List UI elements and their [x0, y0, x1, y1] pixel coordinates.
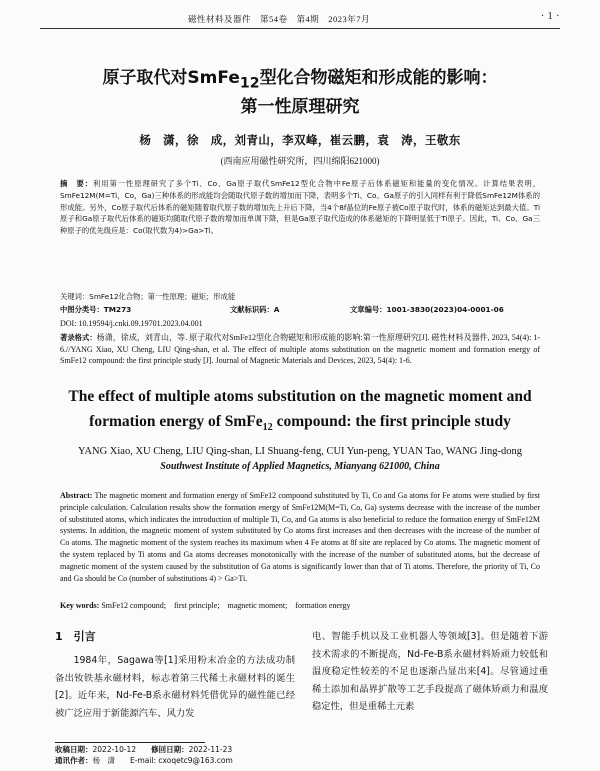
section-heading: 1 引言 — [55, 630, 96, 643]
body-column-left — [55, 628, 295, 722]
page-number: · 1 · — [540, 11, 560, 22]
footnote-divider — [55, 742, 205, 743]
citation-en: //YANG Xiao, XU Cheng, LIU Qing-shan, et al. The effect of multiple atoms substitution on the magnetic moment and formation energy of SmFe12 compound: the first principle study [J]. Journal of Magnetic Materials and Devices, 2023, 54(4): 1-6. — [60, 344, 540, 365]
keywords-en-label: Key words: — [60, 601, 100, 610]
footnote — [55, 745, 335, 766]
title-cn-part: 原子取代对SmFe — [102, 68, 240, 88]
affiliation-chinese: (西南应用磁性研究所，四川绵阳621000) — [220, 156, 380, 166]
doi: DOI: 10.19594/j.cnki.09.19701.2023.04.001 — [60, 319, 203, 328]
abstract-chinese — [60, 178, 540, 237]
received-date: 2022-10-12 — [92, 745, 137, 754]
received-label: 收稿日期： — [55, 745, 93, 754]
abstract-cn-label: 摘 要： — [60, 179, 94, 188]
title-cn-subscript: 12 — [239, 75, 260, 92]
page-title-english — [40, 384, 560, 440]
title-en-part: formation energy of SmFe — [89, 413, 263, 430]
classification-row — [60, 305, 540, 317]
abstract-en-text: The magnetic moment and formation energy of SmFe12 compound substituted by Ti, Co and Ga atoms for Fe atoms were studied by first principle calculation. Calculation results show the formation energy of SmFe12M(M=Ti, Co, Ga) systems decrease with the increase of the number of substituted atoms, which indicates the introduction of multiple Ti, Co, and Ga atoms is also beneficial to reduce the formation energy of SmFe12M systems. In addition, the magnetic moment of system substituted by Co atoms first increases and then decreases with the increase of the number of Co atoms. The magnetic moment of the system reaches its maximum when 4 Fe atoms at 8f site are replaced by Co atoms. The magnetic moment of the system replaced by Ti atoms and Ga atoms decreases monotonically with the increase of the number of substituted atoms, but the decrease of magnetic moment of the system caused by the substitution of Ga atoms is significantly lower than that of Ti atoms. Therefore, the priority of Ti, Co and Ga should be Co (number of substitutions 4) > Ga>Ti. — [60, 491, 540, 583]
corresponding-author: 杨 潇 — [92, 755, 115, 765]
title-en-part: compound: the first principle study — [272, 413, 511, 430]
keywords-english — [60, 600, 540, 611]
abstract-en-label: Abstract: — [60, 491, 93, 500]
abstract-cn-text: 利用第一性原理研究了多个Ti、Co、Ga原子取代SmFe12型化合物中Fe原子后体系磁矩和能量的变化情况。计算结果表明，SmFe12M(M=Ti，Co，Ga)三种体系的形成能均会随取代原子数的增加而下降，表明多个Ti、Co、Ga原子的引入同样有利于降低SmFe12M体系的形成能。另外，Co原子取代后体系的磁矩随着取代原子数的增加先上升后下降，当4个8f晶位的Fe原子被Co原子取代时，体系的磁矩达到最大值。Ti原子和Ga原子取代后体系的磁矩均随取代原子数的增加而单调下降，但是Ga原子取代造成的体系磁矩的下降明显低于Ti原子。因此，Ti、Co、Ga三种原子的优先级应是：Co(取代数为4)>Ga>Ti。 — [60, 179, 540, 236]
running-header — [40, 10, 560, 29]
journal-issue: 磁性材料及器件 第54卷 第4期 2023年7月 — [188, 14, 371, 24]
body-paragraph-continued: 电、智能手机以及工业机器人等领域[3]。但是随着下游技术需求的不断提高，Nd-Fe-B系永磁材料矫顽力较低和温度稳定性较差的不足也逐渐凸显出来[4]。尽管通过重稀土添加和晶界扩散等工艺手段提高了磁体矫顽力和温度稳定性，但是重稀土元素 — [312, 631, 548, 713]
keywords-en-text: SmFe12 compound; first principle; magnetic moment; formation energy — [101, 601, 351, 610]
article-number: 文章编号：1001-3830(2023)04-0001-06 — [350, 305, 504, 314]
keywords-chinese: 关键词：SmFe12化合物；第一性原理；磁矩；形成能 — [60, 292, 236, 301]
revised-label: 修回日期： — [151, 745, 189, 754]
authors-english: YANG Xiao, XU Cheng, LIU Qing-shan, LI Shuang-feng, CUI Yun-peng, YUAN Tao, WANG Jing-dong — [78, 446, 522, 457]
title-cn-line2: 第一性原理研究 — [240, 97, 360, 118]
clc-number: 中图分类号：TM273 — [60, 305, 132, 314]
page-title-chinese — [40, 66, 560, 119]
body-paragraph: 1984年，Sagawa等[1]采用粉末冶金的方法成功制备出钕铁基永磁材料，标志着第三代稀土永磁材料的诞生[2]。近年来，Nd-Fe-B系永磁材料凭借优异的磁性能已经被广泛应用于新能源汽车、风力发 — [55, 655, 295, 719]
corresponding-label: 通讯作者： — [55, 755, 93, 765]
citation-format — [60, 332, 540, 367]
body-column-right — [312, 628, 548, 716]
affiliation-english: Southwest Institute of Applied Magnetics, Mianyang 621000, China — [160, 461, 440, 472]
abstract-english — [60, 490, 540, 584]
document-code: 文献标识码：A — [230, 305, 280, 314]
authors-chinese: 杨 潇，徐 成，刘青山，李双峰，崔云鹏，袁 涛，王敬东 — [139, 133, 461, 147]
citation-label: 著录格式： — [60, 333, 97, 342]
author-email: E-mail: cxoqetc9@163.com — [130, 755, 233, 765]
title-en-subscript: 12 — [262, 422, 273, 434]
title-en-line1: The effect of multiple atoms substitution on the magnetic moment and — [68, 388, 532, 405]
title-cn-part: 型化合物磁矩和形成能的影响： — [259, 68, 498, 88]
revised-date: 2022-11-23 — [188, 745, 233, 754]
citation-cn: 杨潇，徐成，刘青山，等. 原子取代对SmFe12型化合物磁矩和形成能的影响:第一性原理研究[J]. 磁性材料及器件, 2023, 54(4): 1-6. — [60, 333, 541, 354]
